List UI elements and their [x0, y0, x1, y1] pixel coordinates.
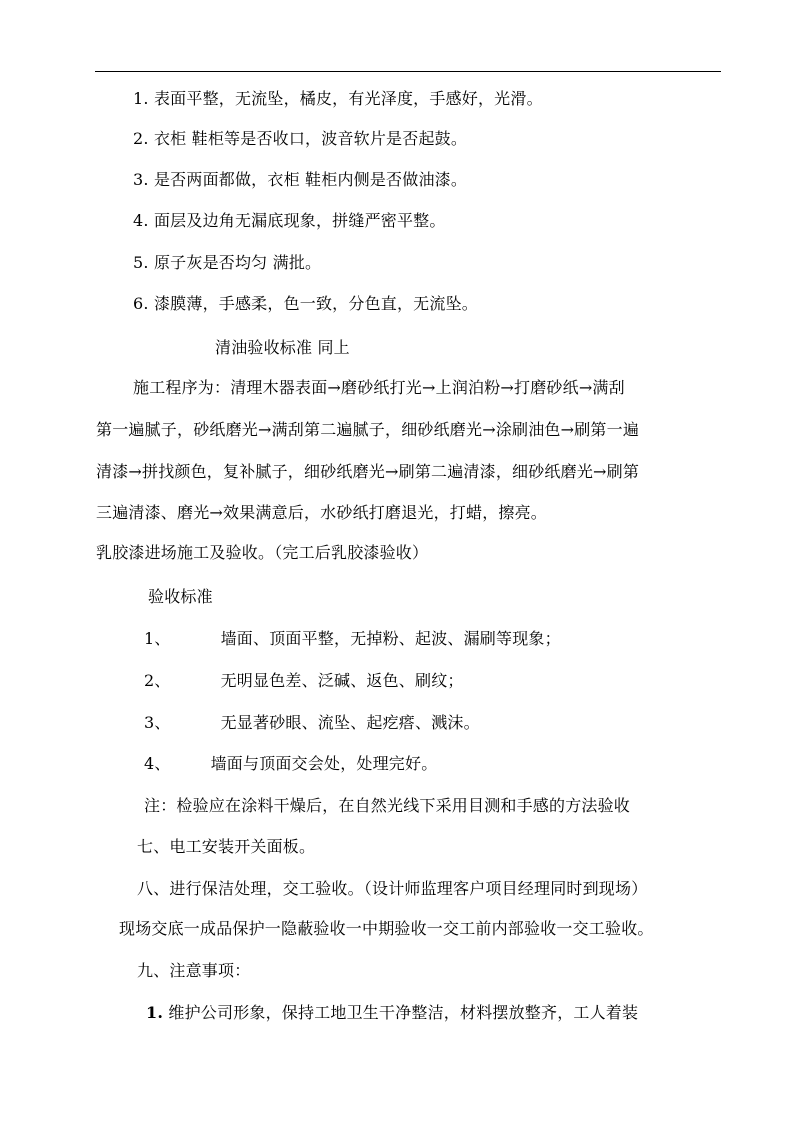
list-item [133, 293, 478, 315]
item-text: 无显著砂眼、流坠、起疙瘩、溅沫。 [220, 713, 480, 732]
item-text: 原子灰是否均匀 满批。 [153, 253, 322, 272]
acceptance-item [144, 753, 437, 775]
inspection-note: 注：检验应在涂料干燥后，在自然光线下采用目测和手感的方法验收 [144, 796, 631, 815]
procedure-line: 第一遍腻子，砂纸磨光→满刮第二遍腻子，细砂纸磨光→涂刷油色→刷第一遍 [96, 420, 640, 439]
list-item [133, 169, 467, 191]
procedure-line: 三遍清漆、磨光→效果满意后，水砂纸打磨退光，打蜡，擦亮。 [96, 503, 548, 522]
item-number: 1. [146, 1003, 164, 1022]
list-item [133, 128, 467, 150]
item-number: 4. [133, 211, 149, 230]
section-9-heading: 九、注意事项： [137, 961, 251, 980]
item-number: 3. [133, 170, 149, 189]
acceptance-item [144, 670, 464, 692]
item-text: 墙面、顶面平整，无掉粉、起波、漏刷等现象； [220, 629, 561, 648]
item-number: 2、 [144, 671, 171, 690]
item-text: 墙面与顶面交会处，处理完好。 [210, 754, 438, 773]
header-rule [95, 71, 721, 72]
notice-item [146, 1002, 638, 1024]
acceptance-item [144, 628, 561, 650]
item-text: 漆膜薄，手感柔，色一致，分色直，无流坠。 [153, 294, 478, 313]
list-item [133, 88, 543, 110]
procedure-line: 施工程序为：清理木器表面→磨砂纸打光→上润泊粉→打磨砂纸→满刮 [133, 378, 625, 397]
item-text: 无明显色差、泛碱、返色、刷纹； [220, 671, 464, 690]
item-number: 3、 [144, 713, 171, 732]
section-7-heading: 七、电工安装开关面板。 [137, 837, 316, 856]
item-number: 4、 [144, 754, 171, 773]
clear-oil-standard: 清油验收标准 同上 [215, 338, 350, 357]
item-number: 6. [133, 294, 149, 313]
list-item [133, 210, 446, 232]
acceptance-heading: 验收标准 [148, 587, 213, 606]
item-text: 面层及边角无漏底现象，拼缝严密平整。 [153, 211, 446, 230]
item-text: 表面平整，无流坠，橘皮，有光泽度，手感好，光滑。 [153, 89, 543, 108]
procedure-line: 清漆→拼找颜色，复补腻子，细砂纸磨光→刷第二遍清漆，细砂纸磨光→刷第 [96, 462, 640, 481]
item-number: 1、 [144, 629, 171, 648]
item-number: 2. [133, 129, 149, 148]
item-text: 衣柜 鞋柜等是否收口，波音软片是否起鼓。 [153, 129, 468, 148]
item-number: 5. [133, 253, 149, 272]
item-number: 1. [133, 89, 149, 108]
latex-heading: 乳胶漆进场施工及验收。（完工后乳胶漆验收） [96, 543, 429, 562]
item-text: 是否两面都做，衣柜 鞋柜内侧是否做油漆。 [153, 170, 468, 189]
acceptance-item [144, 712, 480, 734]
item-text: 维护公司形象，保持工地卫生干净整洁，材料摆放整齐，工人着装 [168, 1003, 639, 1022]
list-item [133, 252, 321, 274]
section-8-heading: 八、进行保洁处理，交工验收。（设计师监理客户项目经理同时到现场） [137, 879, 648, 898]
acceptance-flow: 现场交底一成品保护一隐蔽验收一中期验收一交工前内部验收一交工验收。 [119, 919, 654, 938]
